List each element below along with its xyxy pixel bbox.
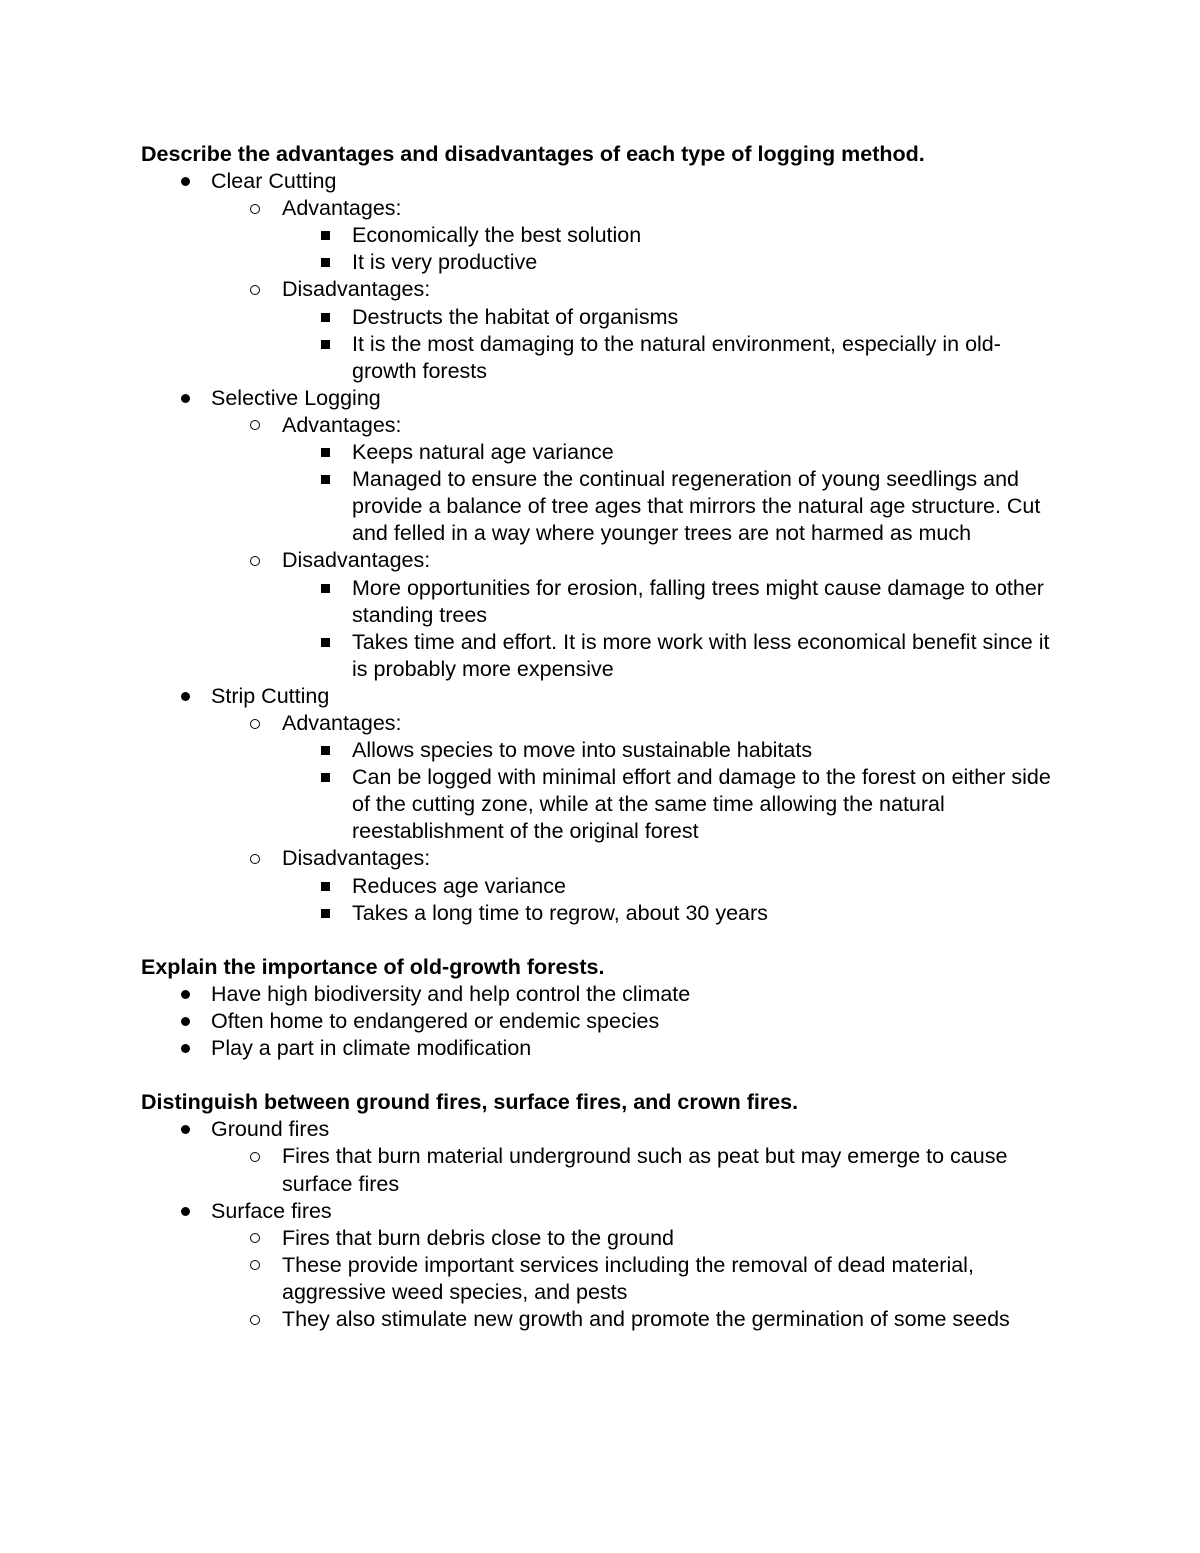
fire-type-name: Surface fires [211,1198,332,1223]
list-item [141,412,1061,439]
method-name: Strip Cutting [211,683,330,708]
advantage-text: It is very productive [352,250,538,275]
list-item [141,1225,1061,1252]
list-item [141,710,1061,737]
bullet-circle-icon [247,547,263,574]
bullet-dot-icon [177,683,193,710]
advantages-label: Advantages: [282,710,402,735]
bullet-square-icon [317,629,333,656]
logging-methods-list [141,168,1061,927]
list-item [141,1116,1061,1143]
bullet-square-icon [317,249,333,276]
advantage-text: Allows species to move into sustainable habitats [352,738,813,763]
bullet-circle-icon [247,276,263,303]
bullet-dot-icon [177,385,193,412]
item-text: Play a part in climate modification [211,1036,532,1061]
list-item [141,737,1061,764]
section-heading: Describe the advantages and disadvantages of each type of logging method. [141,142,925,166]
advantage-text: Keeps natural age variance [352,440,614,465]
list-item [141,1306,1061,1333]
section-heading: Distinguish between ground fires, surface fires, and crown fires. [141,1090,799,1115]
document-page [141,141,1061,1333]
list-item [141,1252,1061,1306]
fire-detail-text: Fires that burn debris close to the ground [282,1225,674,1250]
list-item [141,249,1061,276]
list-item [141,1198,1061,1225]
bullet-square-icon [317,466,333,493]
disadvantages-label: Disadvantages: [282,277,431,302]
bullet-dot-icon [177,1116,193,1143]
list-item [141,168,1061,195]
list-item [141,276,1061,303]
list-item [141,439,1061,466]
fire-type-name: Ground fires [211,1117,330,1142]
list-item [141,1008,1061,1035]
bullet-circle-icon [247,1306,263,1333]
bullet-circle-icon [247,412,263,439]
section-logging-methods [141,141,1061,927]
section-heading: Explain the importance of old-growth forests. [141,954,605,979]
list-item [141,683,1061,710]
item-text: Often home to endangered or endemic species [211,1009,660,1033]
list-item [141,1143,1061,1197]
bullet-circle-icon [247,1143,263,1170]
disadvantages-label: Disadvantages: [282,846,431,871]
disadvantage-text: Takes time and effort. It is more work with less economical benefit since it is probably more expensive [352,629,1050,681]
bullet-dot-icon [177,168,193,195]
bullet-square-icon [317,304,333,331]
method-name: Clear Cutting [211,169,337,194]
paragraph-spacer [141,1062,1061,1089]
list-item [141,575,1061,629]
list-item [141,547,1061,574]
list-item [141,385,1061,412]
bullet-circle-icon [247,195,263,222]
section-old-growth [141,954,1061,1062]
list-item [141,873,1061,900]
bullet-dot-icon [177,1008,193,1035]
bullet-circle-icon [247,710,263,737]
bullet-square-icon [317,764,333,791]
list-item [141,845,1061,872]
bullet-dot-icon [177,1035,193,1062]
advantages-label: Advantages: [282,412,402,437]
disadvantage-text: Takes a long time to regrow, about 30 years [352,900,768,925]
bullet-square-icon [317,575,333,602]
bullet-square-icon [317,331,333,358]
list-item [141,222,1061,249]
fires-list [141,1116,1061,1333]
bullet-square-icon [317,737,333,764]
bullet-square-icon [317,439,333,466]
old-growth-list [141,981,1061,1062]
disadvantages-label: Disadvantages: [282,548,431,573]
section-fires [141,1089,1061,1333]
fire-detail-text: They also stimulate new growth and promote the germination of some seeds [282,1307,1010,1332]
list-item [141,195,1061,222]
advantage-text: Managed to ensure the continual regeneration of young seedlings and provide a balance of tree ages that mirrors the natural age structure. Cut and felled in a way where younger trees are not harmed as much [352,467,1041,546]
method-name: Selective Logging [211,385,381,410]
list-item [141,764,1061,845]
bullet-dot-icon [177,1198,193,1225]
list-item [141,981,1061,1008]
disadvantage-text: Reduces age variance [352,873,566,898]
bullet-square-icon [317,222,333,249]
list-item [141,331,1061,385]
bullet-circle-icon [247,1252,263,1279]
bullet-square-icon [317,873,333,900]
item-text: Have high biodiversity and help control the climate [211,981,691,1006]
bullet-square-icon [317,900,333,927]
disadvantage-text: Destructs the habitat of organisms [352,304,679,329]
bullet-circle-icon [247,1225,263,1252]
list-item [141,466,1061,547]
paragraph-spacer [141,927,1061,954]
list-item [141,629,1061,683]
list-item [141,900,1061,927]
advantage-text: Can be logged with minimal effort and damage to the forest on either side of the cutting zone, while at the same time allowing the natural reestablishment of the original forest [352,765,1051,844]
advantage-text: Economically the best solution [352,223,642,248]
list-item [141,304,1061,331]
fire-detail-text: These provide important services including the removal of dead material, aggressive weed species, and pests [282,1252,974,1304]
advantages-label: Advantages: [282,196,402,221]
bullet-dot-icon [177,981,193,1008]
list-item [141,1035,1061,1062]
disadvantage-text: More opportunities for erosion, falling trees might cause damage to other standing trees [352,575,1044,627]
disadvantage-text: It is the most damaging to the natural environment, especially in old-growth forests [352,331,1001,383]
bullet-circle-icon [247,845,263,872]
fire-detail-text: Fires that burn material underground such as peat but may emerge to cause surface fires [282,1144,1008,1196]
